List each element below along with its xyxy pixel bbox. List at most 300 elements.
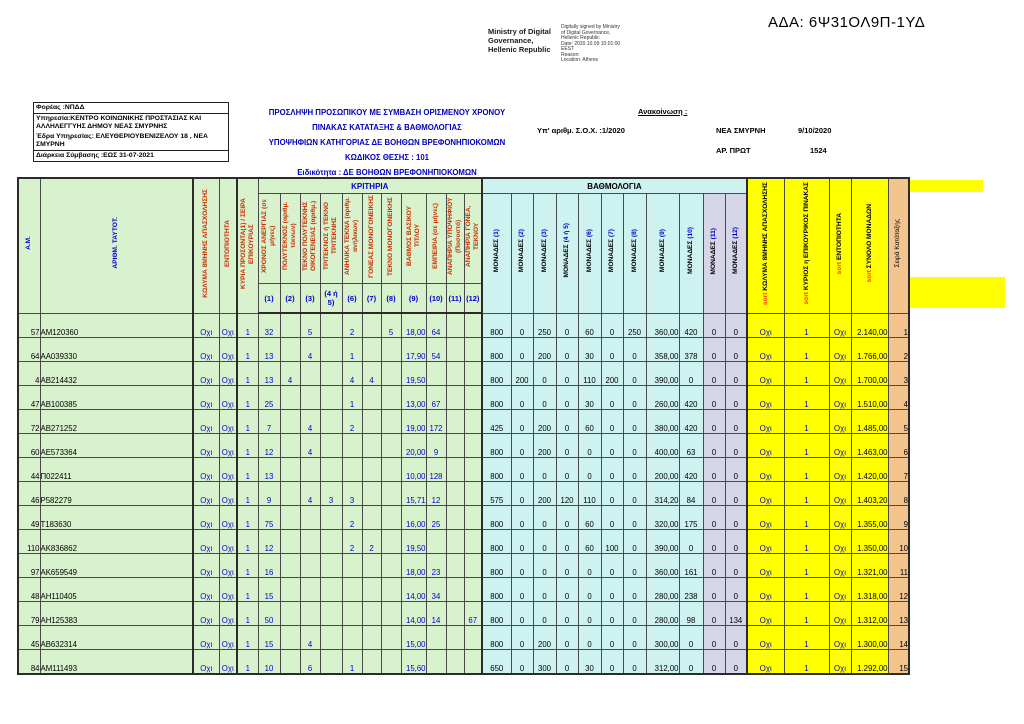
cell-units-4-5: 120 — [556, 482, 578, 506]
cell-c3 — [300, 362, 320, 386]
cell-c4-5 — [320, 458, 342, 482]
cell-units-6: 0 — [578, 578, 601, 602]
cell-sort-entopiotita: Οχι — [829, 602, 851, 626]
cell-units-9: 390,00 — [646, 530, 679, 554]
cell-units-12: 0 — [725, 362, 747, 386]
cell-c9: 16,00 — [401, 506, 426, 530]
cell-total-units: 1.463,00 — [851, 434, 888, 458]
cell-units-2: 0 — [511, 650, 533, 675]
cell-c6 — [342, 626, 362, 650]
cell-kyria: 1 — [237, 362, 258, 386]
cell-units-6: 0 — [578, 554, 601, 578]
cell-units-12: 0 — [725, 338, 747, 362]
cell-c11 — [446, 434, 464, 458]
cell-total-units: 1.350,00 — [851, 530, 888, 554]
col-header-units-7: ΜΟΝΑΔΕΣ (7) — [601, 194, 623, 314]
cell-c7 — [362, 313, 381, 338]
cell-sort-kolyma: Οχι — [747, 578, 784, 602]
document-titles — [228, 108, 546, 183]
cell-units-2: 0 — [511, 554, 533, 578]
cell-units-8: 0 — [623, 482, 646, 506]
cell-units-11: 0 — [703, 650, 725, 675]
cell-units-4-5: 0 — [556, 434, 578, 458]
cell-c2: 4 — [280, 362, 300, 386]
table-row — [18, 458, 909, 482]
cell-c10: 14 — [426, 602, 446, 626]
cell-kolyma: Οχι — [193, 530, 219, 554]
cell-units-1: 800 — [482, 506, 511, 530]
cell-units-11: 0 — [703, 578, 725, 602]
cell-id-number: AK836862 — [40, 530, 193, 554]
cell-id-number: AB632314 — [40, 626, 193, 650]
cell-c1: 25 — [258, 386, 280, 410]
col-header-criterion-6: ΑΝΗΛΙΚΑ ΤΕΚΝΑ (αριθμ. ανήλικων) — [342, 194, 362, 284]
cell-units-6: 110 — [578, 482, 601, 506]
cell-c9: 18,00 — [401, 554, 426, 578]
cell-sort-pinakas: 1 — [784, 458, 829, 482]
col-header-criterion-3: ΤΕΚΝΟ ΠΟΛΥΤΕΚΝΗΣ ΟΙΚΟΓΕΝΕΙΑΣ (αριθμ.) — [300, 194, 320, 284]
cell-sort-entopiotita: Οχι — [829, 530, 851, 554]
cell-units-7: 0 — [601, 458, 623, 482]
cell-c6: 2 — [342, 506, 362, 530]
cell-total-units: 1.292,00 — [851, 650, 888, 675]
cell-c6 — [342, 602, 362, 626]
col-header-sort-entopiotita: sort ΕΝΤΟΠΙΟΤΗΤΑ — [829, 178, 851, 313]
cell-units-4-5: 0 — [556, 602, 578, 626]
cell-c9: 19,50 — [401, 530, 426, 554]
cell-units-7: 0 — [601, 482, 623, 506]
cell-c3 — [300, 554, 320, 578]
cell-entopiotita: Οχι — [219, 506, 237, 530]
cell-c12 — [464, 650, 482, 675]
cell-c2 — [280, 386, 300, 410]
cell-c11 — [446, 362, 464, 386]
cell-units-12: 0 — [725, 650, 747, 675]
table-row — [18, 410, 909, 434]
cell-c4-5: 3 — [320, 482, 342, 506]
cell-c10: 64 — [426, 313, 446, 338]
cell-c1: 10 — [258, 650, 280, 675]
cell-units-9: 360,00 — [646, 554, 679, 578]
cell-sort-kolyma: Οχι — [747, 410, 784, 434]
cell-rank: 7 — [888, 458, 909, 482]
cell-c8 — [381, 554, 401, 578]
cell-c3: 6 — [300, 650, 320, 675]
agency-info-box — [33, 102, 229, 162]
cell-c3 — [300, 386, 320, 410]
cell-units-1: 575 — [482, 482, 511, 506]
cell-kolyma: Οχι — [193, 506, 219, 530]
cell-c1: 12 — [258, 434, 280, 458]
col-header-sort-total: sort ΣΥΝΟΛΟ ΜΟΝΑΔΩΝ — [851, 178, 888, 313]
cell-kyria: 1 — [237, 386, 258, 410]
cell-units-8: 0 — [623, 626, 646, 650]
table-row — [18, 386, 909, 410]
cell-sort-kolyma: Οχι — [747, 626, 784, 650]
cell-c3: 4 — [300, 434, 320, 458]
cell-units-3: 200 — [533, 482, 556, 506]
cell-entopiotita: Οχι — [219, 554, 237, 578]
cell-units-10: 238 — [679, 578, 703, 602]
cell-c3 — [300, 506, 320, 530]
cell-c4-5 — [320, 313, 342, 338]
cell-units-11: 0 — [703, 530, 725, 554]
col-header-id-number: ΑΡΙΘΜ. ΤΑΥΤΟΤ. — [40, 178, 193, 313]
criterion-number-10: (10) — [426, 284, 446, 314]
cell-c9: 18,00 — [401, 313, 426, 338]
cell-units-8: 0 — [623, 410, 646, 434]
cell-units-8: 0 — [623, 386, 646, 410]
cell-c9: 20,00 — [401, 434, 426, 458]
cell-c8 — [381, 602, 401, 626]
cell-units-9: 200,00 — [646, 458, 679, 482]
cell-kolyma: Οχι — [193, 386, 219, 410]
criterion-number-8: (8) — [381, 284, 401, 314]
cell-am: 44 — [18, 458, 40, 482]
cell-units-1: 800 — [482, 626, 511, 650]
cell-c3 — [300, 602, 320, 626]
cell-c8 — [381, 362, 401, 386]
cell-c4-5 — [320, 338, 342, 362]
cell-c7 — [362, 578, 381, 602]
cell-units-2: 0 — [511, 410, 533, 434]
cell-c10 — [426, 626, 446, 650]
cell-kyria: 1 — [237, 410, 258, 434]
cell-units-7: 0 — [601, 506, 623, 530]
cell-kolyma: Οχι — [193, 482, 219, 506]
cell-c4-5 — [320, 578, 342, 602]
cell-rank: 4 — [888, 386, 909, 410]
col-header-units-11: ΜΟΝΑΔΕΣ (11) — [703, 194, 725, 314]
cell-c3 — [300, 530, 320, 554]
cell-c7 — [362, 554, 381, 578]
cell-units-12: 0 — [725, 506, 747, 530]
cell-units-8: 0 — [623, 650, 646, 675]
agency-address: Έδρα Υπηρεσίας: ΕΛΕΥΘΕΡΙΟΥΒΕΝΙΖΕΛΟΥ 18 , ΝΕΑ ΣΜΥΡΝΗ — [36, 132, 208, 148]
cell-c7 — [362, 626, 381, 650]
cell-c6: 2 — [342, 530, 362, 554]
col-header-criterion-9: ΒΑΘΜΟΣ ΒΑΣΙΚΟΥ ΤΙΤΛΟΥ — [401, 194, 426, 284]
cell-sort-pinakas: 1 — [784, 313, 829, 338]
col-header-criterion-12: ΑΝΑΠΗΡΙΑ ΓΟΝΕΑ, ΤΕΚΝΟΥ — [464, 194, 482, 284]
col-header-criterion-7: ΓΟΝΕΑΣ ΜΟΝΟΓΟΝΕΙΚΗΣ — [362, 194, 381, 284]
ranking-table — [17, 177, 910, 675]
cell-c6: 2 — [342, 410, 362, 434]
cell-units-12: 0 — [725, 482, 747, 506]
cell-c12 — [464, 313, 482, 338]
title-line-5: Ειδικότητα : ΔΕ ΒΟΗΘΩΝ ΒΡΕΦΟΝΗΠΙΟΚΟΜΩΝ — [297, 168, 477, 177]
cell-id-number: AH110405 — [40, 578, 193, 602]
cell-c4-5 — [320, 650, 342, 675]
criterion-number-1: (1) — [258, 284, 280, 314]
cell-total-units: 1.700,00 — [851, 362, 888, 386]
col-header-criterion-10: ΕΜΠΕΙΡΙΑ (σε μήνες) — [426, 194, 446, 284]
cell-c4-5 — [320, 626, 342, 650]
cell-kolyma: Οχι — [193, 410, 219, 434]
cell-kolyma: Οχι — [193, 434, 219, 458]
cell-entopiotita: Οχι — [219, 578, 237, 602]
cell-total-units: 1.318,00 — [851, 578, 888, 602]
cell-units-8: 0 — [623, 338, 646, 362]
cell-units-10: 0 — [679, 626, 703, 650]
cell-sort-entopiotita: Οχι — [829, 386, 851, 410]
cell-units-9: 390,00 — [646, 362, 679, 386]
cell-id-number: Π022411 — [40, 458, 193, 482]
cell-units-11: 0 — [703, 458, 725, 482]
cell-sort-entopiotita: Οχι — [829, 362, 851, 386]
cell-c3: 5 — [300, 313, 320, 338]
cell-am: 45 — [18, 626, 40, 650]
cell-units-10: 420 — [679, 410, 703, 434]
criterion-number-12: (12) — [464, 284, 482, 314]
cell-c8 — [381, 338, 401, 362]
table-row — [18, 434, 909, 458]
cell-units-3: 200 — [533, 338, 556, 362]
cell-entopiotita: Οχι — [219, 530, 237, 554]
cell-units-11: 0 — [703, 482, 725, 506]
cell-units-10: 0 — [679, 530, 703, 554]
cell-id-number: AA039330 — [40, 338, 193, 362]
cell-c9: 17,90 — [401, 338, 426, 362]
col-header-sort-pinakas: sort ΚΥΡΙΟΣ η ΕΠΙΚΟΥΡΙΚΟΣ ΠΙΝΑΚΑΣ — [784, 178, 829, 313]
cell-units-6: 30 — [578, 386, 601, 410]
ada-code: ΑΔΑ: 6Ψ31ΟΛ9Π-1ΥΔ — [768, 14, 926, 31]
cell-c8 — [381, 626, 401, 650]
score-banner: ΒΑΘΜΟΛΟΓΙΑ — [482, 178, 747, 194]
cell-units-12: 0 — [725, 458, 747, 482]
contract-duration: Διάρκεια Σύμβασης :ΕΩΣ 31-07-2021 — [34, 150, 228, 161]
cell-c3: 4 — [300, 338, 320, 362]
table-row — [18, 338, 909, 362]
cell-units-6: 30 — [578, 338, 601, 362]
cell-units-11: 0 — [703, 410, 725, 434]
cell-rank: 11 — [888, 554, 909, 578]
cell-total-units: 1.355,00 — [851, 506, 888, 530]
cell-kolyma: Οχι — [193, 338, 219, 362]
cell-units-3: 0 — [533, 578, 556, 602]
cell-c10: 128 — [426, 458, 446, 482]
cell-units-7: 0 — [601, 554, 623, 578]
cell-c3: 4 — [300, 482, 320, 506]
cell-c11 — [446, 458, 464, 482]
cell-id-number: AB271252 — [40, 410, 193, 434]
cell-units-1: 425 — [482, 410, 511, 434]
cell-units-10: 378 — [679, 338, 703, 362]
cell-units-11: 0 — [703, 602, 725, 626]
cell-total-units: 2.140,00 — [851, 313, 888, 338]
cell-c12 — [464, 338, 482, 362]
col-header-am: Α.Μ. — [18, 178, 40, 313]
cell-c12 — [464, 410, 482, 434]
cell-c11 — [446, 626, 464, 650]
cell-am: 4 — [18, 362, 40, 386]
cell-units-4-5: 0 — [556, 458, 578, 482]
col-header-units-2: ΜΟΝΑΔΕΣ (2) — [511, 194, 533, 314]
cell-entopiotita: Οχι — [219, 650, 237, 675]
cell-entopiotita: Οχι — [219, 434, 237, 458]
cell-c9: 15,00 — [401, 626, 426, 650]
cell-units-2: 0 — [511, 338, 533, 362]
cell-total-units: 1.420,00 — [851, 458, 888, 482]
cell-c7: 4 — [362, 362, 381, 386]
cell-units-3: 0 — [533, 506, 556, 530]
cell-units-7: 0 — [601, 434, 623, 458]
cell-units-2: 0 — [511, 626, 533, 650]
cell-units-7: 0 — [601, 626, 623, 650]
cell-units-4-5: 0 — [556, 650, 578, 675]
cell-units-2: 0 — [511, 434, 533, 458]
cell-c2 — [280, 410, 300, 434]
col-header-units-8: ΜΟΝΑΔΕΣ (8) — [623, 194, 646, 314]
cell-kolyma: Οχι — [193, 554, 219, 578]
cell-sort-pinakas: 1 — [784, 602, 829, 626]
cell-rank: 3 — [888, 362, 909, 386]
cell-c3: 4 — [300, 626, 320, 650]
cell-c7 — [362, 458, 381, 482]
cell-c1: 75 — [258, 506, 280, 530]
cell-am: 47 — [18, 386, 40, 410]
cell-c1: 13 — [258, 362, 280, 386]
cell-rank: 10 — [888, 530, 909, 554]
cell-units-7: 0 — [601, 602, 623, 626]
cell-c9: 14,00 — [401, 602, 426, 626]
cell-c10: 54 — [426, 338, 446, 362]
cell-units-3: 0 — [533, 530, 556, 554]
cell-units-2: 0 — [511, 530, 533, 554]
cell-sort-kolyma: Οχι — [747, 530, 784, 554]
cell-entopiotita: Οχι — [219, 313, 237, 338]
col-header-units-6: ΜΟΝΑΔΕΣ (6) — [578, 194, 601, 314]
cell-units-10: 98 — [679, 602, 703, 626]
cell-sort-pinakas: 1 — [784, 626, 829, 650]
cell-c7 — [362, 602, 381, 626]
announcement-place: ΝΕΑ ΣΜΥΡΝΗ — [716, 126, 766, 135]
cell-c4-5 — [320, 386, 342, 410]
cell-sort-kolyma: Οχι — [747, 650, 784, 675]
cell-c12 — [464, 578, 482, 602]
cell-am: 60 — [18, 434, 40, 458]
cell-units-1: 800 — [482, 338, 511, 362]
criterion-number-6: (6) — [342, 284, 362, 314]
cell-units-4-5: 0 — [556, 554, 578, 578]
yellow-highlight-bar-top — [907, 180, 983, 192]
cell-sort-entopiotita: Οχι — [829, 554, 851, 578]
cell-c7 — [362, 386, 381, 410]
cell-units-3: 0 — [533, 602, 556, 626]
cell-units-4-5: 0 — [556, 578, 578, 602]
cell-c1: 15 — [258, 626, 280, 650]
cell-c6: 4 — [342, 362, 362, 386]
cell-rank: 15 — [888, 650, 909, 675]
cell-kyria: 1 — [237, 650, 258, 675]
cell-entopiotita: Οχι — [219, 482, 237, 506]
cell-kyria: 1 — [237, 578, 258, 602]
cell-sort-pinakas: 1 — [784, 578, 829, 602]
cell-units-10: 84 — [679, 482, 703, 506]
cell-kyria: 1 — [237, 626, 258, 650]
cell-c4-5 — [320, 362, 342, 386]
cell-kyria: 1 — [237, 506, 258, 530]
cell-c10: 172 — [426, 410, 446, 434]
cell-sort-entopiotita: Οχι — [829, 650, 851, 675]
cell-c9: 19,50 — [401, 362, 426, 386]
cell-kyria: 1 — [237, 530, 258, 554]
title-line-3: ΥΠΟΨΗΦΙΩΝ ΚΑΤΗΓΟΡΙΑΣ ΔΕ ΒΟΗΘΩΝ ΒΡΕΦΟΝΗΠΙΟΚΟΜΩΝ — [268, 138, 506, 147]
cell-am: 110 — [18, 530, 40, 554]
cell-entopiotita: Οχι — [219, 602, 237, 626]
cell-sort-entopiotita: Οχι — [829, 410, 851, 434]
cell-sort-kolyma: Οχι — [747, 554, 784, 578]
cell-sort-kolyma: Οχι — [747, 338, 784, 362]
cell-c12 — [464, 458, 482, 482]
cell-id-number: AB214432 — [40, 362, 193, 386]
cell-units-4-5: 0 — [556, 530, 578, 554]
cell-am: 48 — [18, 578, 40, 602]
cell-c4-5 — [320, 530, 342, 554]
cell-units-12: 0 — [725, 530, 747, 554]
cell-units-7: 0 — [601, 650, 623, 675]
cell-units-6: 30 — [578, 650, 601, 675]
table-row — [18, 650, 909, 675]
cell-units-10: 0 — [679, 650, 703, 675]
cell-units-4-5: 0 — [556, 506, 578, 530]
cell-units-3: 0 — [533, 554, 556, 578]
table-row — [18, 313, 909, 338]
cell-c8 — [381, 386, 401, 410]
cell-units-4-5: 0 — [556, 313, 578, 338]
table-row — [18, 602, 909, 626]
cell-c12 — [464, 626, 482, 650]
cell-c10: 12 — [426, 482, 446, 506]
cell-sort-pinakas: 1 — [784, 554, 829, 578]
cell-sort-pinakas: 1 — [784, 434, 829, 458]
cell-am: 46 — [18, 482, 40, 506]
cell-c9: 13,00 — [401, 386, 426, 410]
col-header-units-3: ΜΟΝΑΔΕΣ (3) — [533, 194, 556, 314]
cell-sort-entopiotita: Οχι — [829, 338, 851, 362]
cell-units-4-5: 0 — [556, 626, 578, 650]
cell-c2 — [280, 506, 300, 530]
cell-id-number: T183630 — [40, 506, 193, 530]
cell-kyria: 1 — [237, 482, 258, 506]
cell-units-9: 400,00 — [646, 434, 679, 458]
cell-c2 — [280, 530, 300, 554]
cell-c10: 23 — [426, 554, 446, 578]
agency-service: Υπηρεσία:ΚΕΝΤΡΟ ΚΟΙΝΩΝΙΚΗΣ ΠΡΟΣΤΑΣΙΑΣ ΚΑΙ ΑΛΛΗΛΕΓΓΥΗΣ ΔΗΜΟΥ ΝΕΑΣ ΣΜΥΡΝΗΣ — [36, 115, 202, 131]
cell-sort-pinakas: 1 — [784, 386, 829, 410]
cell-units-7: 0 — [601, 410, 623, 434]
cell-c7 — [362, 338, 381, 362]
cell-id-number: AM111493 — [40, 650, 193, 675]
cell-c1: 13 — [258, 458, 280, 482]
cell-am: 49 — [18, 506, 40, 530]
cell-c12: 67 — [464, 602, 482, 626]
cell-units-7: 0 — [601, 578, 623, 602]
cell-rank: 14 — [888, 626, 909, 650]
cell-c8 — [381, 530, 401, 554]
cell-units-9: 360,00 — [646, 313, 679, 338]
criterion-number-3: (3) — [300, 284, 320, 314]
cell-id-number: AM120360 — [40, 313, 193, 338]
cell-units-10: 420 — [679, 458, 703, 482]
cell-units-8: 0 — [623, 578, 646, 602]
cell-units-12: 0 — [725, 410, 747, 434]
cell-units-11: 0 — [703, 506, 725, 530]
col-header-units-10: ΜΟΝΑΔΕΣ (10) — [679, 194, 703, 314]
col-header-units-9: ΜΟΝΑΔΕΣ (9) — [646, 194, 679, 314]
cell-units-11: 0 — [703, 362, 725, 386]
cell-c10 — [426, 650, 446, 675]
